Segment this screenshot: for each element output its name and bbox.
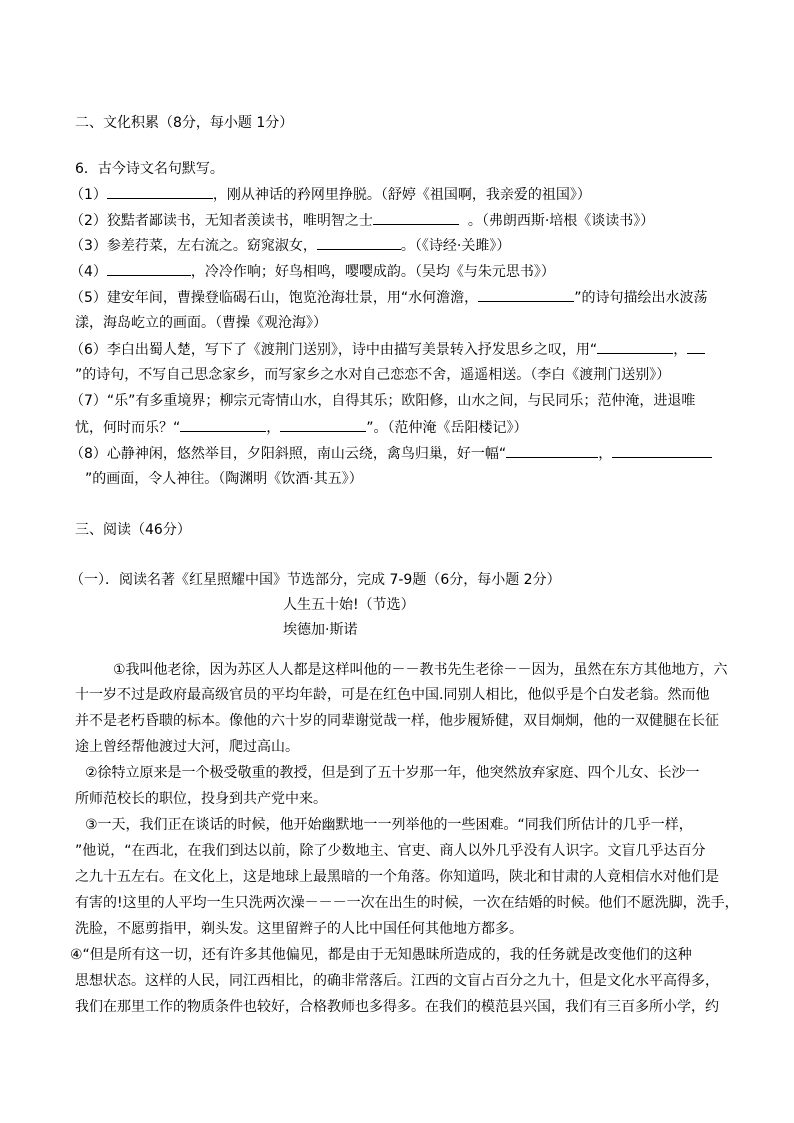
answer-blank[interactable]	[478, 287, 574, 302]
answer-blank[interactable]	[317, 235, 401, 250]
passage-line: 所师范校长的职位，投身到共产党中来。	[75, 791, 327, 807]
passage-line: 有害的!这里的人平均一生只洗两次澡－－－一次在出生的时候，一次在结婚的时候。他们不愿洗脚，洗手，	[75, 895, 739, 911]
section2-heading: 二、文化积累（8分，每小题 1分）	[75, 115, 294, 131]
answer-blank[interactable]	[107, 261, 191, 276]
q6-item-5-cont: 漾，海岛屹立的画面。（曹操《观沧海》）	[75, 315, 327, 331]
q6-item-1: （1） ，刚从神话的矜网里挣脱。（舒婷《祖国啊，我亲爱的祖国》）	[70, 184, 720, 205]
answer-blank[interactable]	[280, 417, 366, 432]
passage-line: 之九十五左右。在文化上，这是地球上最黑暗的一个角落。你知道吗，陕北和甘肃的人竟相信水对他们是	[75, 869, 719, 885]
q6-item-8-cont: ”的画面，令人神往。（陶渊明《饮酒·其五》）	[85, 471, 363, 487]
passage-line: 洗脸，不愿剪指甲，剃头发。这里留辫子的人比中国任何其他地方都多。	[75, 921, 523, 937]
q6-item-8: （8）心静神闲，悠然举目，夕阳斜照，南山云绕，禽鸟归巢，好一幅“ ，	[70, 443, 720, 464]
passage-title: 人生五十始!（节选）	[283, 597, 415, 613]
q6-title: 6．古今诗文名句默写。	[75, 161, 224, 177]
answer-blank[interactable]	[612, 443, 712, 458]
passage-line: ①我叫他老徐，因为苏区人人都是这样叫他的－－教书先生老徐－－因为，虽然在东方其他地方，六	[113, 662, 728, 678]
answer-blank[interactable]	[687, 339, 705, 354]
answer-blank[interactable]	[373, 210, 459, 225]
q6-item-5: （5）建安年间，曹操登临碣石山，饱览沧海壮景，用“水何澹澹， ”的诗句描绘出水波荡	[70, 287, 720, 308]
passage-line: ”他说，“在西北，在我们到达以前，除了少数地主、官吏、商人以外几乎没有人识字。文盲几乎达百分	[75, 843, 706, 859]
q6-item-6-cont: ”的诗句，不写自己思念家乡，而写家乡之水对自己恋恋不舍，遥遥相送。（李白《渡荆门送别》）	[75, 367, 671, 383]
passage-line: ③一天，我们正在谈话的时候，他开始幽默地一一列举他的一些困难。“同我们所估计的几乎一样，	[85, 817, 693, 833]
reading-part1-intro: （一）．阅读名著《红星照耀中国》节选部分，完成 7-9题（6分，每小题 2分）	[70, 572, 561, 588]
section3-heading: 三、阅读（46分）	[75, 522, 191, 538]
q6-item-4: （4） ，冷冷作响；好鸟相鸣，嘤嘤成韵。（吴均《与朱元思书》）	[70, 261, 720, 282]
passage-line: 并不是老朽昏聩的标本。像他的六十岁的同辈谢觉哉一样，他步履矫健，双目炯炯，他的一双健腿在长征	[75, 713, 719, 729]
passage-line: ④“但是所有这一切，还有许多其他偏见，都是由于无知愚昧所造成的，我的任务就是改变他们的这种	[70, 947, 692, 963]
answer-blank[interactable]	[107, 184, 213, 199]
q6-item-7-cont: 忧，何时而乐？“ ， ”。（范仲淹《岳阳楼记》）	[75, 417, 725, 438]
answer-blank[interactable]	[597, 339, 673, 354]
q6-item-2: （2）狡黠者鄙读书，无知者羡读书，唯明智之士 。（弗朗西斯·培根《谈读书》）	[70, 210, 720, 231]
passage-line: 思想状态。这样的人民，同江西相比，的确非常落后。江西的文盲占百分之九十，但是文化水平高得多，	[75, 973, 719, 989]
passage-line: 我们在那里工作的物质条件也较好，合格教师也多得多。在我们的模范县兴国，我们有三百多所小学，约	[75, 999, 719, 1015]
passage-line: ②徐特立原来是一个极受敬重的教授，但是到了五十岁那一年，他突然放弃家庭、四个儿女、长沙一	[85, 765, 700, 781]
q6-item-3: （3）参差荇菜，左右流之。窈窕淑女， 。（《诗经·关雎》）	[70, 235, 720, 256]
q6-item-6: （6）李白出蜀人楚，写下了《渡荆门送别》，诗中由描写美景转入抒发思乡之叹，用“ ，	[70, 339, 720, 360]
passage-line: 途上曾经帮他渡过大河，爬过高山。	[75, 739, 299, 755]
answer-blank[interactable]	[506, 443, 598, 458]
answer-blank[interactable]	[180, 417, 266, 432]
passage-line: 十一岁不过是政府最高级官员的平均年龄，可是在红色中国.同别人相比，他似乎是个白发老翁。然而他	[75, 687, 710, 703]
q6-item-7: （7）“乐”有多重境界；柳宗元寄情山水，自得其乐；欧阳修，山水之间，与民同乐；范仲淹，进退唯	[70, 393, 696, 409]
passage-author: 埃德加·斯诺	[283, 622, 358, 638]
